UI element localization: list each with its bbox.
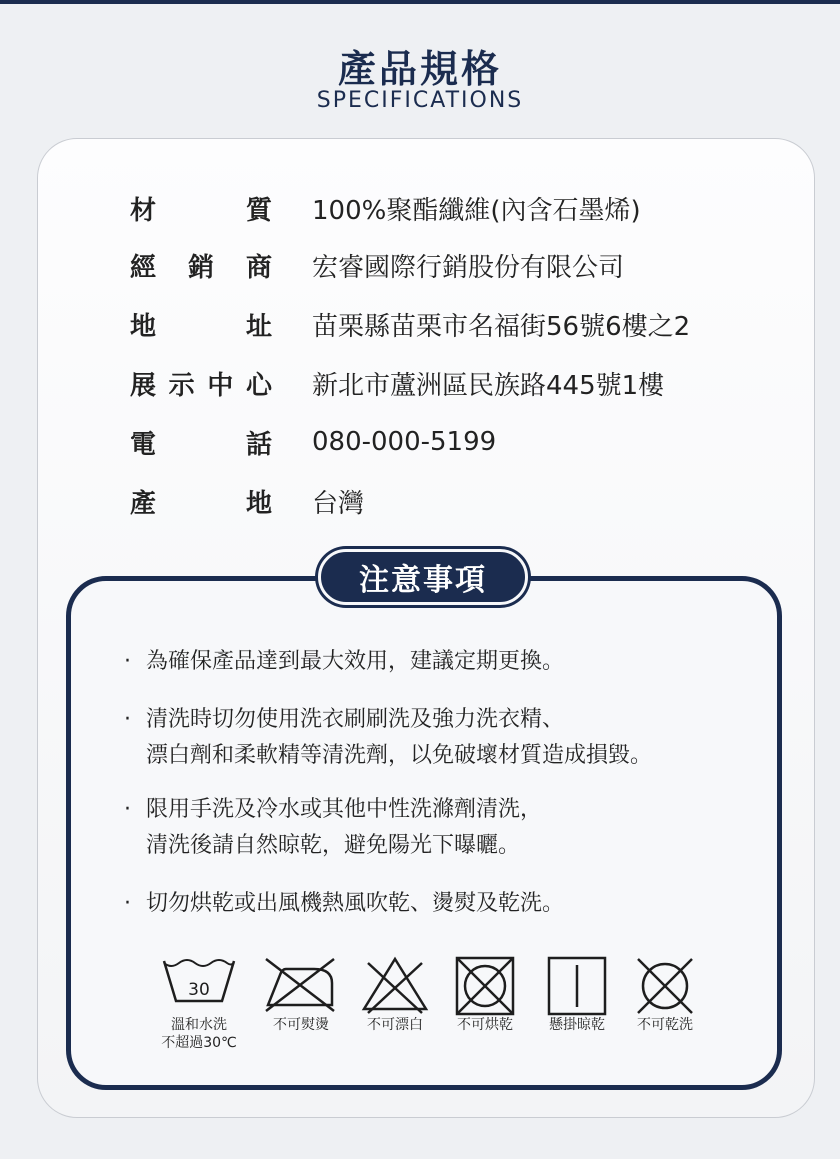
spec-value-material: 100%聚酯纖維(內含石墨烯) [312,195,641,226]
spec-label: 展 示 中 心 [130,370,272,401]
wash-30-icon [160,955,238,1007]
no-iron-icon [262,955,340,1015]
no-dry-clean-icon [634,955,696,1017]
spec-label: 經 銷 商 [130,252,272,283]
spec-value-phone: 080-000-5199 [312,427,497,457]
spec-label: 電 話 [130,429,272,460]
spec-label: 產 地 [130,488,272,519]
top-rule [0,0,840,4]
care-label-wash: 溫和水洗 不超過30℃ [161,1017,237,1051]
line-dry-icon [546,955,608,1017]
page-title: 產品規格 [337,46,502,91]
no-tumble-dry-icon [454,955,516,1017]
page-subtitle: SPECIFICATIONS [316,88,524,113]
spec-value-showroom: 新北市蘆洲區民族路445號1樓 [312,370,665,401]
notice-title: 注意事項 [318,549,528,605]
care-label-no-dry-clean: 不可乾洗 [637,1017,693,1033]
bullet: · [124,797,131,822]
spec-value-origin: 台灣 [312,488,365,519]
spec-label: 材 質 [130,195,272,226]
care-label-line-dry: 懸掛晾乾 [549,1017,605,1033]
spec-value-address: 苗栗縣苗栗市名福街56號6樓之2 [312,311,691,342]
bullet: · [124,707,131,732]
wash-temperature: 30 [188,980,210,1000]
no-bleach-icon [360,955,430,1015]
bullet: · [124,891,131,916]
spec-label: 地 址 [130,311,272,342]
bullet: · [124,649,131,674]
spec-value-distributor: 宏睿國際行銷股份有限公司 [312,252,625,283]
care-label-no-iron: 不可熨燙 [273,1017,329,1033]
care-label-no-bleach: 不可漂白 [367,1017,423,1033]
care-label-no-tumble-dry: 不可烘乾 [457,1017,513,1033]
